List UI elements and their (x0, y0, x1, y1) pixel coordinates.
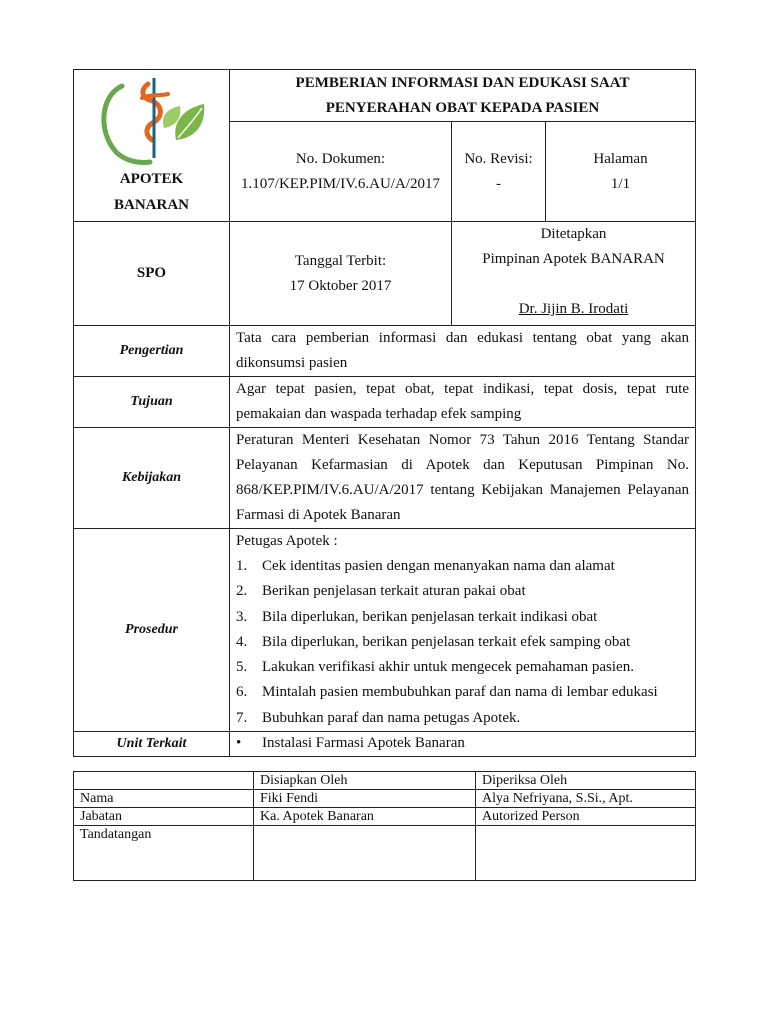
pengertian-label: Pengertian (74, 326, 230, 377)
step-number: 6. (236, 684, 248, 701)
approval-cell (452, 222, 696, 326)
step-number: 7. (236, 709, 248, 726)
step-number: 3. (236, 608, 248, 625)
issue-date-label: Tanggal Terbit: (294, 252, 387, 269)
pengertian-text: Tata cara pemberian informasi dan edukasi tentang obat yang akan dikonsumsi pasien (230, 326, 696, 377)
kebijakan-label: Kebijakan (74, 428, 230, 529)
page-cell (546, 122, 696, 222)
logo-cell (74, 70, 230, 222)
prosedur-label: Prosedur (74, 529, 230, 732)
doc-number-label: No. Dokumen: (295, 150, 386, 167)
tujuan-text: Agar tepat pasien, tepat obat, tepat indikasi, tepat dosis, tepat rute pemakaian dan waspada terhadap efek samping (230, 377, 696, 428)
prosedur-step (236, 554, 689, 579)
step-number: 1. (236, 558, 248, 574)
org-name-line2: BANARAN (114, 197, 189, 213)
prosedur-step (236, 579, 689, 604)
checked-by-position: Autorized Person (476, 808, 696, 826)
step-text: Bubuhkan paraf dan nama petugas Apotek. (262, 709, 521, 726)
approval-label: Ditetapkan (540, 226, 607, 242)
issue-date-value: 17 Oktober 2017 (289, 277, 392, 294)
checked-by-signature (476, 826, 696, 881)
prosedur-step (236, 655, 689, 680)
prosedur-steps (230, 554, 695, 731)
prepared-by-name: Fiki Fendi (254, 790, 476, 808)
doc-number-value: 1.107/KEP.PIM/IV.6.AU/A/2017 (241, 175, 440, 192)
tujuan-label: Tujuan (74, 377, 230, 428)
org-name-line1: APOTEK (119, 171, 184, 187)
signoff-row-label: Jabatan (74, 808, 254, 826)
signoff-table (73, 771, 696, 881)
bullet-icon: • (236, 735, 242, 752)
spo-table (73, 69, 696, 757)
prepared-by-position: Ka. Apotek Banaran (254, 808, 476, 826)
prosedur-step (236, 706, 689, 731)
prosedur-intro: Petugas Apotek : (236, 533, 338, 549)
revision-cell (452, 122, 546, 222)
prepared-by-header: Disiapkan Oleh (254, 772, 476, 790)
unit-terkait-label: Unit Terkait (74, 732, 230, 757)
step-number: 4. (236, 633, 248, 650)
step-text: Bila diperlukan, berikan penjelasan terkait efek samping obat (262, 633, 631, 650)
unit-terkait-text: Instalasi Farmasi Apotek Banaran (262, 735, 465, 752)
spo-label: SPO (74, 222, 230, 326)
caduceus-leaf-logo-icon (94, 74, 210, 166)
signoff-row-label: Nama (74, 790, 254, 808)
approval-signer: Dr. Jijin B. Irodati (518, 301, 629, 317)
unit-terkait-cell (230, 732, 696, 757)
prosedur-step (236, 680, 689, 705)
step-text: Lakukan verifikasi akhir untuk mengecek pemahaman pasien. (262, 659, 634, 676)
signoff-corner (74, 772, 254, 790)
page-value: 1/1 (610, 175, 631, 192)
checked-by-header: Diperiksa Oleh (476, 772, 696, 790)
prosedur-cell (230, 529, 696, 732)
kebijakan-text: Peraturan Menteri Kesehatan Nomor 73 Tahun 2016 Tentang Standar Pelayanan Kefarmasian di Apotek dan Keputusan Pimpinan No. 868/KEP.PIM/IV.6.AU/A/2017 tentang Kebijakan Manajemen Pelayanan Farmasi di Apotek Banaran (230, 428, 696, 529)
step-text: Cek identitas pasien dengan menanyakan nama dan alamat (262, 558, 615, 574)
doc-number-cell (230, 122, 452, 222)
document-title-line1: PEMBERIAN INFORMASI DAN EDUKASI SAAT (295, 74, 630, 91)
approval-authority: Pimpinan Apotek BANARAN (482, 251, 665, 267)
step-text: Mintalah pasien membubuhkan paraf dan nama di lembar edukasi (262, 684, 658, 701)
page-label: Halaman (593, 150, 648, 167)
prosedur-step (236, 630, 689, 655)
signoff-row-label: Tandatangan (74, 826, 254, 881)
document-title (230, 70, 696, 122)
step-number: 2. (236, 583, 248, 600)
revision-label: No. Revisi: (464, 150, 533, 167)
document-title-line2: PENYERAHAN OBAT KEPADA PASIEN (325, 99, 600, 116)
checked-by-name: Alya Nefriyana, S.Si., Apt. (476, 790, 696, 808)
revision-value: - (496, 175, 501, 192)
step-number: 5. (236, 659, 248, 676)
issue-date-cell (230, 222, 452, 326)
prosedur-step (236, 605, 689, 630)
step-text: Berikan penjelasan terkait aturan pakai obat (262, 583, 526, 600)
prepared-by-signature (254, 826, 476, 881)
org-name (74, 166, 229, 218)
step-text: Bila diperlukan, berikan penjelasan terkait indikasi obat (262, 608, 598, 625)
